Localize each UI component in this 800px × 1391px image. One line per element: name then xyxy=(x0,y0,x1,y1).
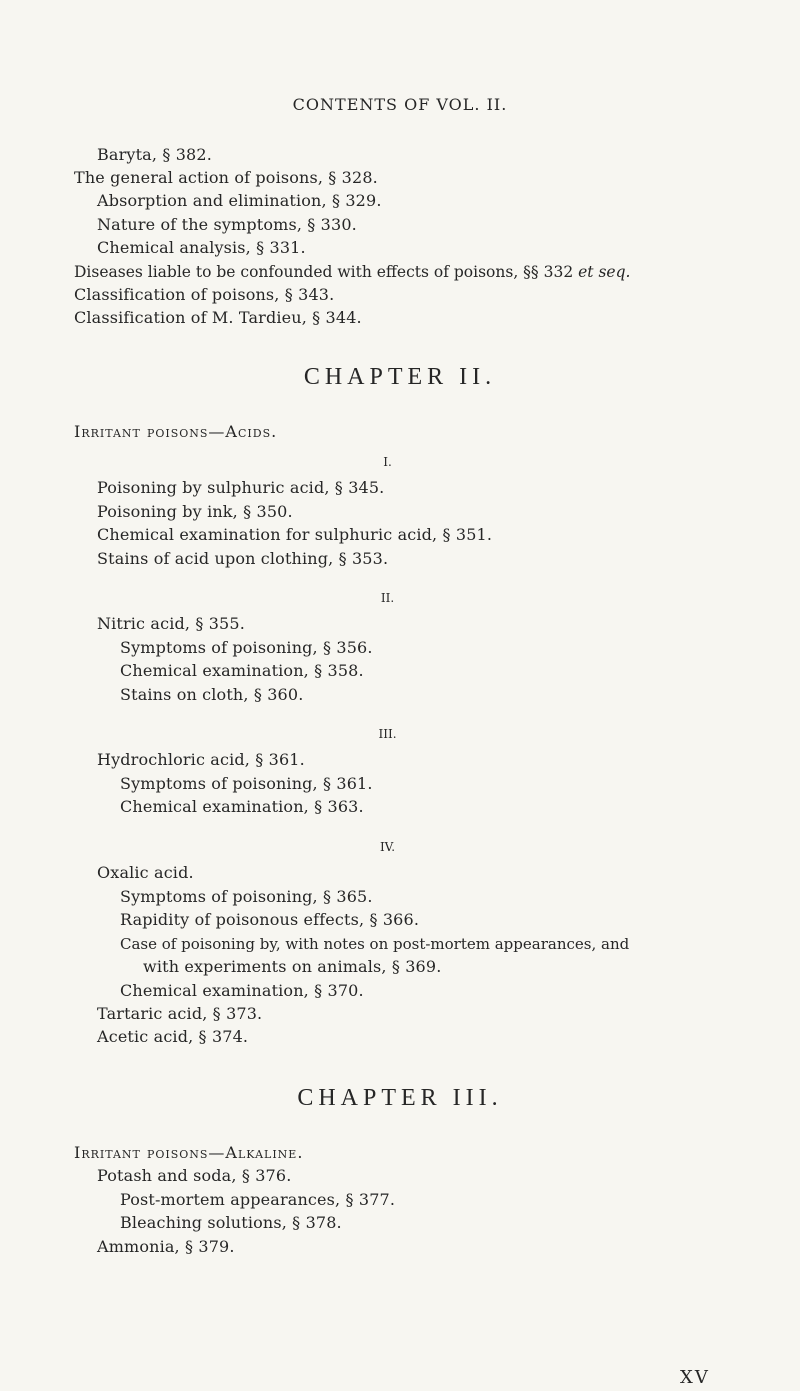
toc-entry: Chemical examination, § 370. xyxy=(120,981,364,1000)
toc-entry: Rapidity of poisonous effects, § 366. xyxy=(120,910,420,929)
chapter-title: CHAPTER III. xyxy=(297,1085,503,1111)
toc-entry: Poisoning by sulphuric acid, § 345. xyxy=(97,478,385,497)
toc-entry-text: Diseases liable to be confounded with effects of poisons, §§ 332 xyxy=(74,263,574,281)
toc-entry: Stains on cloth, § 360. xyxy=(120,685,304,704)
toc-entry: Tartaric acid, § 373. xyxy=(97,1004,263,1023)
toc-entry: The general action of poisons, § 328. xyxy=(74,168,378,187)
section-numeral: I. xyxy=(383,455,392,469)
toc-entry: with experiments on animals, § 369. xyxy=(143,957,442,976)
toc-entry: Absorption and elimination, § 329. xyxy=(97,191,382,210)
toc-entry: Potash and soda, § 376. xyxy=(97,1166,292,1185)
toc-entry-italic: et seq. xyxy=(578,263,631,281)
section-numeral: IV. xyxy=(379,840,396,854)
section-numeral: II. xyxy=(380,591,395,605)
toc-entry: Symptoms of poisoning, § 365. xyxy=(120,887,373,906)
toc-entry: Oxalic acid. xyxy=(97,863,194,882)
chapter-subject: Irritant poisons—Alkaline. xyxy=(74,1143,304,1162)
toc-entry: Chemical examination for sulphuric acid, § 351. xyxy=(97,525,493,544)
toc-entry xyxy=(74,262,630,282)
toc-entry: Symptoms of poisoning, § 361. xyxy=(120,774,373,793)
toc-entry: Ammonia, § 379. xyxy=(97,1237,235,1256)
section-numeral: III. xyxy=(378,727,397,741)
toc-entry: Nitric acid, § 355. xyxy=(97,614,245,633)
toc-entry: Acetic acid, § 374. xyxy=(97,1027,249,1046)
chapter-title: CHAPTER II. xyxy=(303,364,497,390)
toc-entry: Symptoms of poisoning, § 356. xyxy=(120,638,373,657)
toc-entry: Stains of acid upon clothing, § 353. xyxy=(97,549,389,568)
toc-entry: Poisoning by ink, § 350. xyxy=(97,502,293,521)
page-number: XV xyxy=(680,1367,710,1388)
toc-entry: Post-mortem appearances, § 377. xyxy=(120,1190,396,1209)
toc-entry: Baryta, § 382. xyxy=(97,145,212,164)
toc-entry: Chemical examination, § 363. xyxy=(120,797,364,816)
running-head: CONTENTS OF VOL. II. xyxy=(292,95,508,114)
toc-entry: Case of poisoning by, with notes on post-mortem appearances, and xyxy=(120,935,630,953)
toc-entry: Bleaching solutions, § 378. xyxy=(120,1213,342,1232)
toc-entry: Chemical analysis, § 331. xyxy=(97,238,306,257)
toc-entry: Chemical examination, § 358. xyxy=(120,661,364,680)
toc-entry: Classification of M. Tardieu, § 344. xyxy=(74,308,362,327)
toc-entry: Hydrochloric acid, § 361. xyxy=(97,750,305,769)
toc-entry: Classification of poisons, § 343. xyxy=(74,285,335,304)
chapter-subject: Irritant poisons—Acids. xyxy=(74,422,278,441)
toc-entry: Nature of the symptoms, § 330. xyxy=(97,215,357,234)
